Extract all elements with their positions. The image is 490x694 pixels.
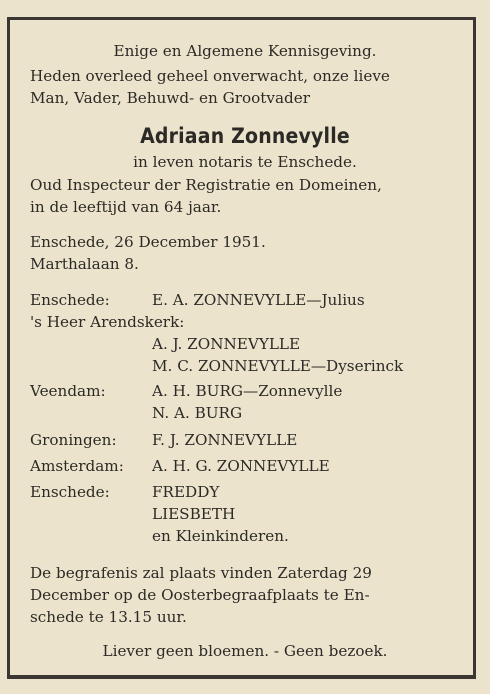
funeral-line-3: schede te 13.15 uur.: [30, 608, 187, 626]
family-place: Enschede:: [30, 291, 110, 309]
family-place: Enschede:: [30, 483, 110, 501]
family-member: F. J. ZONNEVYLLE: [152, 431, 298, 449]
description-line-3: in de leeftijd van 64 jaar.: [30, 198, 222, 216]
deceased-name: Adriaan Zonnevylle: [140, 124, 350, 148]
family-place: 's Heer Arendskerk:: [30, 313, 185, 331]
announcement-header: Enige en Algemene Kennisgeving.: [113, 42, 377, 60]
family-place: Amsterdam:: [30, 457, 124, 475]
family-member: FREDDY: [152, 483, 220, 501]
intro-line-1: Heden overleed geheel onverwacht, onze lieve: [30, 67, 390, 85]
family-member: N. A. BURG: [152, 404, 243, 422]
place-date: Enschede, 26 December 1951.: [30, 233, 266, 251]
address: Marthalaan 8.: [30, 255, 139, 273]
funeral-line-2: December op de Oosterbegraafplaats te En-: [30, 586, 370, 604]
family-member: en Kleinkinderen.: [152, 527, 289, 545]
family-member: A. J. ZONNEVYLLE: [152, 335, 301, 353]
family-place: Veendam:: [30, 382, 106, 400]
description-line-2: Oud Inspecteur der Registratie en Domeinen,: [30, 176, 382, 194]
family-member: M. C. ZONNEVYLLE—Dyserinck: [152, 357, 404, 375]
family-place: Groningen:: [30, 431, 117, 449]
closing-note: Liever geen bloemen. - Geen bezoek.: [102, 642, 388, 660]
family-member: E. A. ZONNEVYLLE—Julius: [152, 291, 365, 309]
family-member: LIESBETH: [152, 505, 236, 523]
family-member: A. H. BURG—Zonnevylle: [152, 382, 343, 400]
description-line-1: in leven notaris te Enschede.: [133, 153, 357, 171]
funeral-line-1: De begrafenis zal plaats vinden Zaterdag 29: [30, 564, 372, 582]
family-member: A. H. G. ZONNEVYLLE: [152, 457, 330, 475]
intro-line-2: Man, Vader, Behuwd- en Grootvader: [30, 89, 311, 107]
